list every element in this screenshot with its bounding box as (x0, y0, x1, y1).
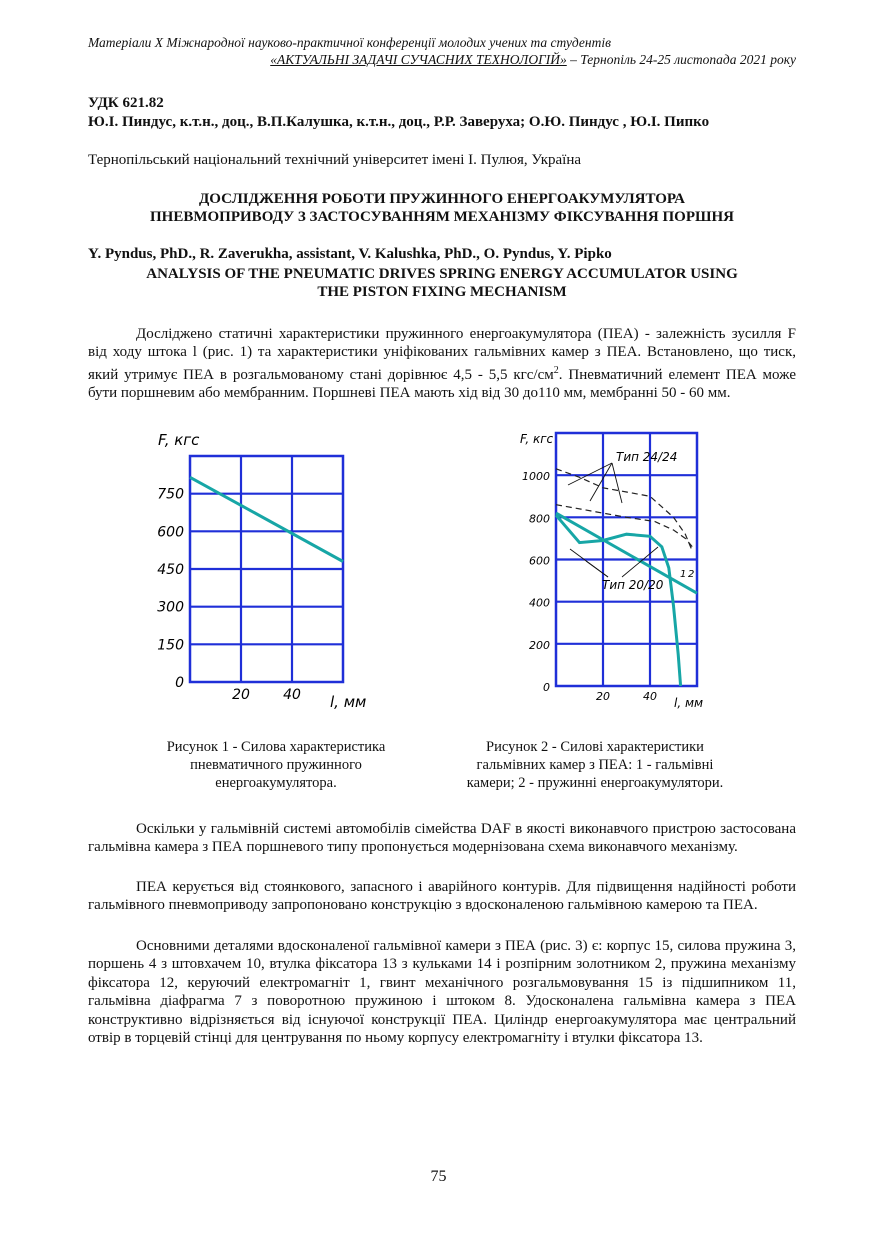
title-ua (88, 190, 796, 226)
y-tick-label: 1000 (522, 470, 550, 484)
title-ua-line2: ПНЕВМОПРИВОДУ З ЗАСТОСУВАННЯМ МЕХАНІЗМУ ФІКСУВАННЯ ПОРШНЯ (150, 209, 734, 225)
series-line-1 (190, 477, 343, 561)
superscript: 2 (553, 364, 559, 376)
conference-header-line1: Матеріали Х Міжнародної науково-практичної конференції молодих учених та студентів (88, 35, 611, 50)
figure-1-caption-line3: енергоакумулятора. (215, 775, 337, 791)
conference-header-line2 (88, 51, 796, 68)
figure-2-caption (420, 738, 770, 792)
figure-1-series (190, 477, 343, 561)
x-tick-label: 40 (643, 690, 657, 703)
y-tick-label: 600 (529, 554, 550, 568)
y-tick-label: 400 (529, 596, 550, 610)
affiliation: Тернопільський національний технічний університет імені І. Пулюя, Україна (88, 152, 582, 168)
figure-1-tick-labels (157, 487, 301, 703)
conference-name: «АКТУАЛЬНІ ЗАДАЧІ СУЧАСНИХ ТЕХНОЛОГІЙ» (270, 52, 567, 67)
figure-2-chart (512, 425, 712, 710)
figure-1-caption-line1: Рисунок 1 - Силова характеристика (166, 739, 386, 755)
y-tick-label: 0 (175, 675, 184, 691)
authors-ua: Ю.І. Пиндус, к.т.н., доц., В.П.Калушка, к.т.н., доц., Р.Р. Заверуха; О.Ю. Пиндус , Ю.І. Пипко (88, 114, 710, 130)
x-tick-label: 20 (232, 687, 250, 703)
paragraph-1-text: Досліджено статичні характеристики пружинного енергоакумулятора (ПЕА) - залежність зусилля F від ходу штока l (рис. 1) та характеристики уніфікованих гальмівних камер з ПЕА. Встановлено, що тиск, який утримує ПЕА в розгальмованому стані дорівнює 4,5 - 5,5 кгс/см (88, 326, 796, 383)
figure-2-xlabel: l, мм (674, 696, 704, 710)
y-tick-label: 150 (157, 637, 184, 654)
figure-2-ylabel: F, кгс (520, 432, 554, 446)
x-tick-label: 20 (596, 690, 610, 703)
annotation-curve-2: 2 (688, 569, 695, 580)
title-ua-line1: ДОСЛІДЖЕННЯ РОБОТИ ПРУЖИННОГО ЕНЕРГОАКУМУЛЯТОРА (198, 191, 685, 207)
udk-code: УДК 621.82 (88, 95, 164, 111)
figure-1-xlabel: l, мм (330, 693, 367, 710)
figure-2-grid (556, 433, 697, 686)
figure-1-caption (126, 738, 426, 792)
figure-1-caption-line2: пневматичного пружинного (190, 757, 362, 773)
paragraph-3: ПЕА керується від стоянкового, запасного і аварійного контурів. Для підвищення надійності роботи гальмівного пневмоприводу запропоновано конструкцію з вдосконаленою гальмівною камерою та ПЕА. (88, 879, 796, 914)
annotation-type-24-24: Тип 24/24 (616, 450, 678, 464)
paragraph-1-text-cont: . Пневматичний елемент ПЕА може бути поршневим або мембранним. Поршневі ПЕА мають хід від 30 до110 мм, мембранні 50 - 60 мм. (88, 366, 797, 402)
paragraph-4: Основними деталями вдосконаленої гальмівної камери з ПЕА (рис. 3) є: корпус 15, силова пружина 3, поршень 4 з штовхачем 10, втулка фіксатора 13 з кульками 14 і розпірним золотником 2, пружина механізму фіксатора 12, керуючий електромагніт 1, гвинт механічного розгальмовування 15 із підшипником 11, гальмівна діафрагма 7 з поворотною пружиною і штоком 8. Удосконалена гальмівна камера з ПЕА конструктивно відрізняється від існуючої конструкції ПЕА. Циліндр енергоакумулятора має центральний отвір в торцевій стінці для центрування по ньому корпусу електромагніту і втулки фіксатора 13. (88, 938, 796, 1047)
y-tick-label: 600 (157, 524, 184, 541)
paragraph-2: Оскільки у гальмівній системі автомобілів сімейства DAF в якості виконавчого пристрою застосована гальмівна камера з ПЕА поршневого типу пропонується модернізована схема виконавчого механізму. (88, 821, 796, 856)
y-tick-label: 0 (543, 681, 550, 694)
y-tick-label: 200 (529, 638, 550, 652)
title-en-line2: THE PISTON FIXING MECHANISM (317, 284, 567, 300)
x-tick-label: 40 (283, 687, 301, 703)
y-tick-label: 300 (157, 599, 184, 616)
figure-1-chart (150, 425, 390, 710)
conference-date: – Тернопіль 24-25 листопада 2021 року (566, 52, 796, 67)
figure-2-caption-line2: гальмівних камер з ПЕА: 1 - гальмівні (476, 757, 714, 773)
title-en-line1: ANALYSIS OF THE PNEUMATIC DRIVES SPRING ENERGY ACCUMULATOR USING (146, 266, 738, 282)
authors-en: Y. Pyndus, PhD., R. Zaverukha, assistant, V. Kalushka, PhD., O. Pyndus, Y. Pipko (88, 246, 612, 262)
paragraph-1 (88, 325, 796, 403)
annotation-curve-1: 1 (680, 569, 687, 580)
page-number: 75 (430, 1168, 447, 1185)
figure-1-ylabel: F, кгс (158, 431, 200, 449)
figure-2-caption-line3: камери; 2 - пружинні енергоакумулятори. (466, 775, 724, 791)
figure-2-caption-line1: Рисунок 2 - Силові характеристики (486, 739, 704, 755)
annotation-type-20-20: Тип 20/20 (602, 578, 664, 592)
title-en (88, 265, 796, 301)
y-tick-label: 750 (157, 486, 184, 503)
y-tick-label: 800 (529, 512, 550, 526)
y-tick-label: 450 (157, 562, 184, 578)
